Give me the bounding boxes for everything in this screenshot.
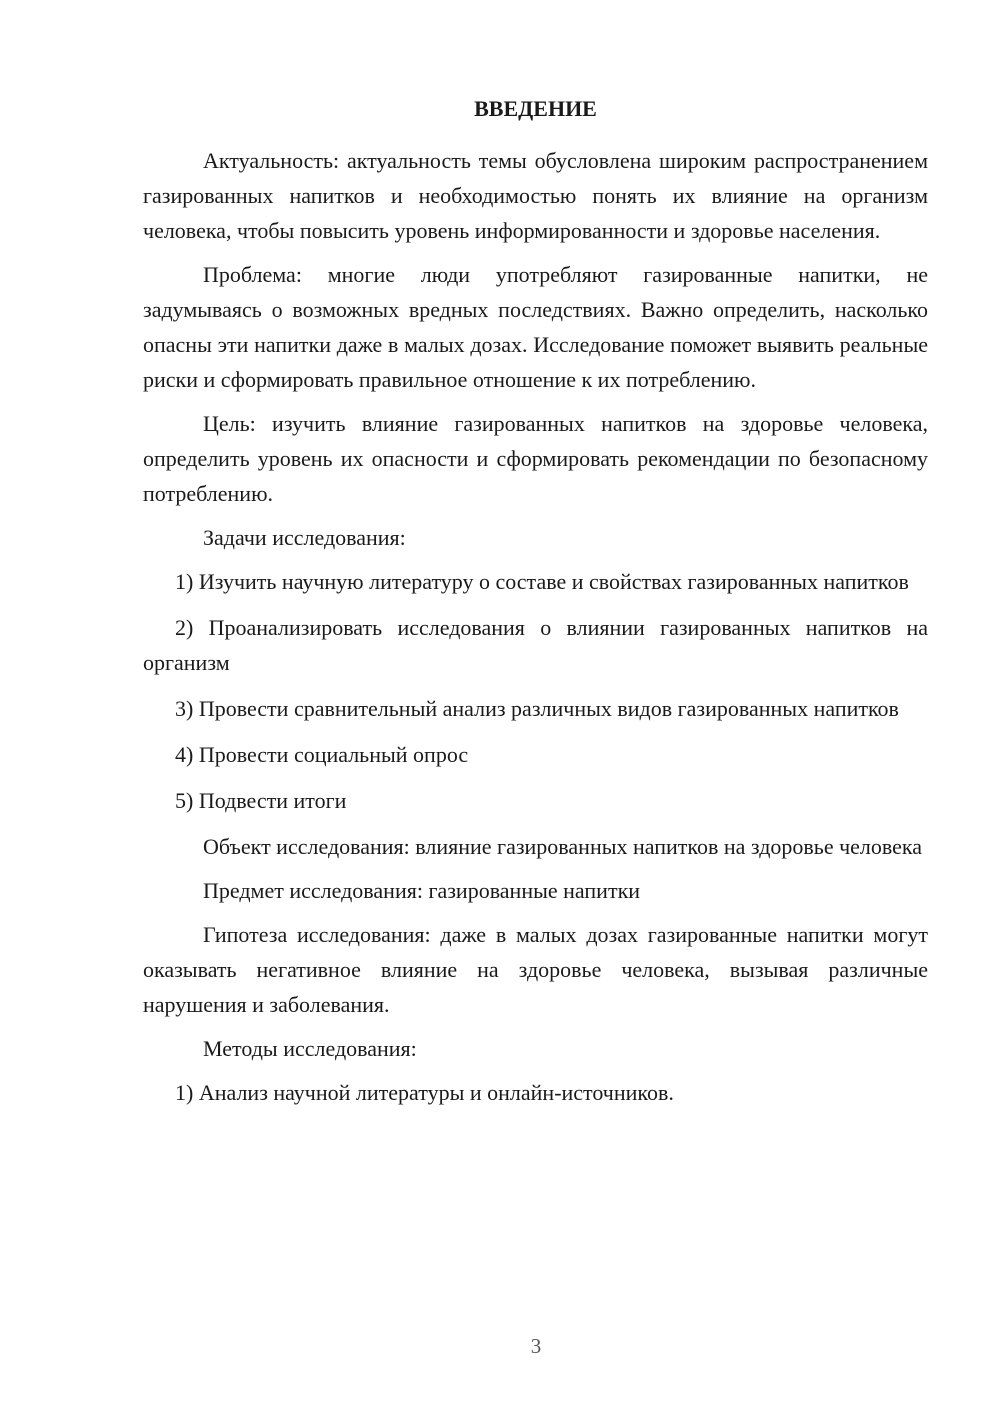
task-item: 2) Проанализировать исследования о влиянии газированных напитков на организм (143, 615, 928, 675)
task-item: 4) Провести социальный опрос (175, 742, 469, 767)
paragraph-goal: Цель: изучить влияние газированных напитков на здоровье человека, определить уровень их опасности и сформировать рекомендации по безопасному потреблению. (143, 411, 928, 506)
paragraph-problem: Проблема: многие люди употребляют газированные напитки, не задумываясь о возможных вредных последствиях. Важно определить, насколько опасны эти напитки даже в малых дозах. Исследование поможет выявить реальные риски и сформировать правильное отношение к их потреблению. (143, 262, 928, 392)
method-item: 1) Анализ научной литературы и онлайн-источников. (175, 1080, 674, 1105)
paragraph-object: Объект исследования: влияние газированных напитков на здоровье человека (203, 834, 923, 859)
task-item: 3) Провести сравнительный анализ различных видов газированных напитков (175, 696, 899, 721)
paragraph-tasks-heading: Задачи исследования: (203, 525, 406, 550)
paragraph-subject: Предмет исследования: газированные напитки (203, 878, 641, 903)
page-number: 3 (530, 1334, 542, 1358)
task-item: 1) Изучить научную литературу о составе и свойствах газированных напитков (175, 569, 909, 594)
page-content (143, 94, 928, 1121)
paragraph-relevance: Актуальность: актуальность темы обусловлена широким распространением газированных напитков и необходимостью понять их влияние на организм человека, чтобы повысить уровень информированности и здоровье населения. (143, 148, 928, 243)
task-item: 5) Подвести итоги (175, 788, 347, 813)
paragraph-hypothesis: Гипотеза исследования: даже в малых дозах газированные напитки могут оказывать негативное влияние на здоровье человека, вызывая различные нарушения и заболевания. (143, 922, 928, 1017)
section-title: ВВЕДЕНИЕ (474, 96, 597, 121)
paragraph-methods-heading: Методы исследования: (203, 1036, 417, 1061)
